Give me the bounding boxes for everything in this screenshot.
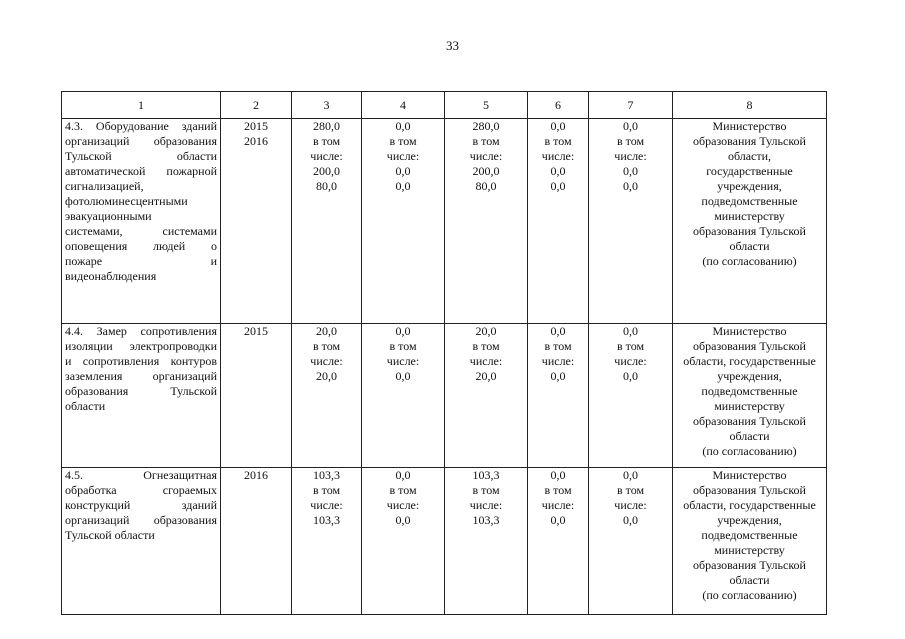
description-line: фотолюминесцентными — [65, 194, 188, 208]
years-cell — [221, 119, 292, 324]
funding-line: числе: — [614, 149, 647, 163]
funding-line: 0,0 — [395, 513, 411, 527]
description-line: образования Тульской — [65, 384, 217, 398]
executor-line: министерству — [714, 399, 785, 413]
funding-line: в том — [312, 339, 341, 353]
funding-line: в том — [472, 483, 500, 497]
header-cell: 3 — [292, 92, 362, 119]
funding-line: в том — [312, 483, 341, 497]
description-line: Тульской области — [65, 149, 217, 163]
description-line: 4.4. Замер сопротивления — [65, 324, 217, 338]
funding-line: 0,0 — [550, 119, 566, 133]
funding-line: 0,0 — [623, 324, 638, 338]
year-value: 2015 — [244, 324, 268, 338]
header-cell: 2 — [221, 92, 292, 119]
funding-line: 0,0 — [395, 179, 411, 193]
funding-line: 280,0 — [472, 119, 500, 133]
executor-line: министерству — [714, 209, 785, 223]
funding-line: в том — [312, 134, 341, 148]
measure-description — [62, 468, 221, 615]
funding-line: числе: — [469, 149, 503, 163]
years-cell — [221, 468, 292, 615]
funding-cell-col7 — [589, 468, 673, 615]
description-line: организаций образования — [65, 134, 217, 148]
executor-line: образования Тульской — [693, 339, 806, 353]
executor-line: Министерство — [712, 119, 787, 133]
description-line: 4.5. Огнезащитная — [65, 468, 217, 482]
funding-cell-col5 — [445, 468, 528, 615]
funding-cell-col4 — [362, 119, 445, 324]
executor-line: учреждения, — [717, 513, 782, 527]
funding-line: 0,0 — [623, 468, 638, 482]
table-row — [62, 119, 827, 324]
description-line: обработка сгораемых — [65, 483, 217, 497]
description-line: эвакуационными — [65, 209, 152, 223]
funding-line: в том — [544, 483, 572, 497]
description-line: конструкций зданий — [65, 498, 217, 512]
funding-line: в том — [472, 134, 500, 148]
funding-line: в том — [616, 483, 645, 497]
executor-line: подведомственные — [701, 194, 798, 208]
description-line: автоматической пожарной — [65, 164, 217, 178]
funding-line: числе: — [614, 498, 647, 512]
executor-line: образования Тульской — [693, 558, 806, 572]
funding-line: 103,3 — [313, 468, 340, 482]
funding-line: числе: — [469, 354, 503, 368]
executor-line: учреждения, — [717, 369, 782, 383]
funding-line: 0,0 — [395, 119, 411, 133]
funding-line: в том — [544, 339, 572, 353]
funding-line: 103,3 — [472, 513, 500, 527]
funding-line: 0,0 — [550, 468, 566, 482]
executor-line: государственные — [706, 164, 793, 178]
executor-line: образования Тульской — [693, 414, 806, 428]
header-cell: 7 — [589, 92, 673, 119]
funding-line: в том — [389, 134, 417, 148]
funding-line: 0,0 — [623, 119, 638, 133]
description-line: пожаре и — [65, 254, 217, 268]
funding-line: 0,0 — [623, 164, 638, 178]
funding-line: 200,0 — [472, 164, 500, 178]
funding-cell-col6 — [528, 324, 589, 468]
table-row — [62, 468, 827, 615]
funding-line: числе: — [541, 354, 575, 368]
funding-line: 280,0 — [313, 119, 340, 133]
funding-line: 20,0 — [475, 324, 497, 338]
funding-line: числе: — [541, 149, 575, 163]
executor-line: области — [729, 429, 770, 443]
description-line: и сопротивления контуров — [65, 354, 217, 368]
description-line: видеонаблюдения — [65, 269, 157, 283]
funding-line: 0,0 — [623, 513, 638, 527]
funding-line: числе: — [310, 498, 343, 512]
funding-line: числе: — [310, 354, 343, 368]
description-line: изоляции электропроводки — [65, 339, 217, 353]
table-row — [62, 324, 827, 468]
funding-line: 0,0 — [550, 164, 566, 178]
page-number: 33 — [446, 38, 459, 53]
executor-cell — [673, 468, 827, 615]
funding-cell-col7 — [589, 119, 673, 324]
year-value: 2016 — [244, 468, 268, 482]
executor-line: области — [729, 573, 770, 587]
header-cell: 1 — [62, 92, 221, 119]
funding-cell-col5 — [445, 324, 528, 468]
executor-line: (по согласованию) — [702, 588, 797, 602]
funding-cell-col3 — [292, 324, 362, 468]
executor-line: подведомственные — [701, 384, 798, 398]
executor-cell — [673, 324, 827, 468]
funding-cell-col4 — [362, 468, 445, 615]
executor-line: области, государственные — [683, 354, 816, 368]
description-line: заземления организаций — [65, 369, 217, 383]
funding-line: 0,0 — [550, 369, 566, 383]
description-line: оповещения людей о — [65, 239, 217, 253]
funding-line: 0,0 — [395, 164, 411, 178]
executor-line: учреждения, — [717, 179, 782, 193]
funding-line: 200,0 — [313, 164, 340, 178]
header-cell: 5 — [445, 92, 528, 119]
funding-line: числе: — [310, 149, 343, 163]
funding-line: 0,0 — [623, 369, 638, 383]
funding-cell-col6 — [528, 468, 589, 615]
description-line: Тульской области — [65, 528, 155, 542]
year-value: 2016 — [244, 134, 268, 148]
executor-line: области, — [727, 149, 772, 163]
year-value: 2015 — [244, 119, 268, 133]
executor-line: образования Тульской — [693, 134, 806, 148]
funding-cell-col4 — [362, 324, 445, 468]
funding-line: 0,0 — [395, 324, 411, 338]
funding-line: 80,0 — [316, 179, 337, 193]
executor-line: Министерство — [712, 324, 787, 338]
executor-line: Министерство — [712, 468, 787, 482]
executor-line: образования Тульской — [693, 483, 806, 497]
funding-line: 0,0 — [623, 179, 638, 193]
funding-line: числе: — [541, 498, 575, 512]
funding-line: 103,3 — [313, 513, 340, 527]
funding-line: в том — [472, 339, 500, 353]
executor-line: области, государственные — [683, 498, 816, 512]
header-cell: 8 — [673, 92, 827, 119]
funding-line: в том — [616, 134, 645, 148]
description-line: системами, системами — [65, 224, 217, 238]
funding-line: 80,0 — [475, 179, 497, 193]
funding-line: 103,3 — [472, 468, 500, 482]
funding-cell-col6 — [528, 119, 589, 324]
funding-line: числе: — [469, 498, 503, 512]
header-row — [62, 92, 827, 119]
funding-line: числе: — [614, 354, 647, 368]
description-line: сигнализацией, — [65, 179, 144, 193]
description-line: 4.3. Оборудование зданий — [65, 119, 217, 133]
header-cell: 6 — [528, 92, 589, 119]
description-line: области — [65, 399, 106, 413]
funding-line: числе: — [386, 354, 420, 368]
funding-line: 20,0 — [316, 369, 337, 383]
funding-line: числе: — [386, 498, 420, 512]
executor-line: министерству — [714, 543, 785, 557]
funding-cell-col7 — [589, 324, 673, 468]
funding-line: 0,0 — [550, 179, 566, 193]
funding-cell-col5 — [445, 119, 528, 324]
funding-line: 20,0 — [475, 369, 497, 383]
measure-description — [62, 119, 221, 324]
funding-line: 0,0 — [395, 369, 411, 383]
funding-line: 20,0 — [316, 324, 337, 338]
executor-line: подведомственные — [701, 528, 798, 542]
funding-line: в том — [616, 339, 645, 353]
executor-line: области — [729, 239, 770, 253]
funding-cell-col3 — [292, 468, 362, 615]
executor-line: (по согласованию) — [702, 444, 797, 458]
measure-description — [62, 324, 221, 468]
description-line: организаций образования — [65, 513, 217, 527]
years-cell — [221, 324, 292, 468]
funding-line: числе: — [386, 149, 420, 163]
executor-cell — [673, 119, 827, 324]
measures-table — [61, 91, 827, 615]
funding-line: в том — [389, 339, 417, 353]
funding-line: 0,0 — [550, 324, 566, 338]
funding-line: 0,0 — [550, 513, 566, 527]
executor-line: образования Тульской — [693, 224, 806, 238]
funding-line: 0,0 — [395, 468, 411, 482]
executor-line: (по согласованию) — [702, 254, 797, 268]
funding-cell-col3 — [292, 119, 362, 324]
funding-line: в том — [389, 483, 417, 497]
header-cell: 4 — [362, 92, 445, 119]
funding-line: в том — [544, 134, 572, 148]
